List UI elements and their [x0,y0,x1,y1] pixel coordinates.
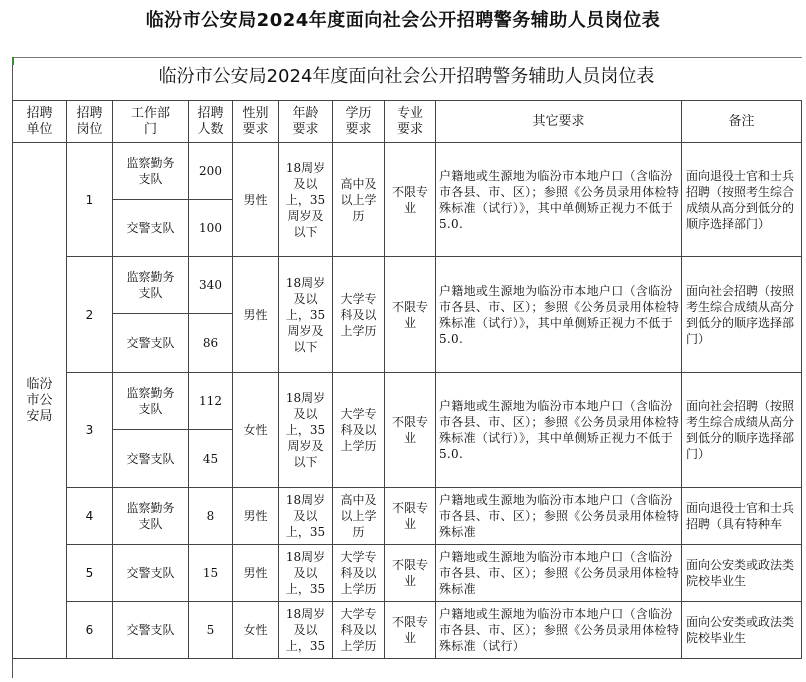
table-row [13,602,802,659]
header-dept: 工作部门 [113,101,189,143]
gender-cell: 女性 [233,602,279,659]
other-req-cell: 户籍地或生源地为临汾市本地户口（含临汾市各县、市、区）；参照《公务员录用体检特殊标准（试行）》，其中单侧矫正视力不低于5.0. [436,257,682,373]
major-cell: 不限专业 [385,257,436,373]
notes-cell: 面向公安类或政法类院校毕业生 [682,545,802,602]
header-other: 其它要求 [436,101,682,143]
count-cell: 340 [189,257,233,314]
edu-cell: 大学专科及以上学历 [333,257,385,373]
post-number: 2 [67,257,113,373]
age-cell: 18周岁及以上，35周岁及以下 [279,373,333,488]
header-gender: 性别要求 [233,101,279,143]
other-req-cell: 户籍地或生源地为临汾市本地户口（含临汾市各县、市、区）；参照《公务员录用体检特殊标准（试行）》，其中单侧矫正视力不低于5.0. [436,143,682,257]
notes-cell: 面向公安类或政法类院校毕业生 [682,602,802,659]
age-cell: 18周岁及以上，35 [279,545,333,602]
gender-cell: 男性 [233,545,279,602]
dept-cell: 监察勤务支队 [113,373,189,430]
count-cell: 5 [189,602,233,659]
notes-cell: 面向社会招聘（按照考生综合成绩从高分到低分的顺序选择部门） [682,257,802,373]
other-req-cell: 户籍地或生源地为临汾市本地户口（含临汾市各县、市、区）；参照《公务员录用体检特殊标准 [436,488,682,545]
dept-cell: 监察勤务支队 [113,257,189,314]
header-row [13,101,802,143]
count-cell: 100 [189,200,233,257]
age-cell: 18周岁及以上，35 [279,602,333,659]
major-cell: 不限专业 [385,602,436,659]
edu-cell: 大学专科及以上学历 [333,602,385,659]
count-cell: 8 [189,488,233,545]
dept-cell: 交警支队 [113,545,189,602]
header-edu: 学历要求 [333,101,385,143]
notes-cell: 面向退役士官和士兵招聘（按照考生综合成绩从高分到低分的顺序选择部门） [682,143,802,257]
table-row [13,545,802,602]
header-count: 招聘人数 [189,101,233,143]
major-cell: 不限专业 [385,373,436,488]
table-row [13,143,802,200]
table-row [13,488,802,545]
edu-cell: 大学专科及以上学历 [333,373,385,488]
page-title: 临汾市公安局2024年度面向社会公开招聘警务辅助人员岗位表 [145,10,661,31]
post-number: 3 [67,373,113,488]
header-age: 年龄要求 [279,101,333,143]
count-cell: 45 [189,430,233,488]
major-cell: 不限专业 [385,143,436,257]
other-req-cell: 户籍地或生源地为临汾市本地户口（含临汾市各县、市、区）；参照《公务员录用体检特殊标准（试行）》，其中单侧矫正视力不低于5.0. [436,373,682,488]
dept-cell: 监察勤务支队 [113,143,189,200]
gender-cell: 男性 [233,257,279,373]
count-cell: 86 [189,314,233,373]
notes-cell: 面向退役士官和士兵招聘（具有特种车 [682,488,802,545]
post-number: 4 [67,488,113,545]
table-caption: 临汾市公安局2024年度面向社会公开招聘警务辅助人员岗位表 [158,66,655,87]
count-cell: 200 [189,143,233,200]
dept-cell: 交警支队 [113,200,189,257]
post-number: 5 [67,545,113,602]
edu-cell: 高中及以上学历 [333,488,385,545]
edu-cell: 大学专科及以上学历 [333,545,385,602]
gender-cell: 男性 [233,143,279,257]
header-post: 招聘岗位 [67,101,113,143]
age-cell: 18周岁及以上，35周岁及以下 [279,257,333,373]
age-cell: 18周岁及以上，35周岁及以下 [279,143,333,257]
dept-cell: 交警支队 [113,314,189,373]
header-major: 专业要求 [385,101,436,143]
count-cell: 15 [189,545,233,602]
edu-cell: 高中及以上学历 [333,143,385,257]
age-cell: 18周岁及以上，35 [279,488,333,545]
gender-cell: 男性 [233,488,279,545]
header-notes: 备注 [682,101,802,143]
gender-cell: 女性 [233,373,279,488]
count-cell: 112 [189,373,233,430]
dept-cell: 交警支队 [113,602,189,659]
notes-cell: 面向社会招聘（按照考生综合成绩从高分到低分的顺序选择部门） [682,373,802,488]
post-number: 6 [67,602,113,659]
major-cell: 不限专业 [385,545,436,602]
table-row [13,257,802,314]
post-number: 1 [67,143,113,257]
table-row [13,373,802,430]
dept-cell: 监察勤务支队 [113,488,189,545]
other-req-cell: 户籍地或生源地为临汾市本地户口（含临汾市各县、市、区）；参照《公务员录用体检特殊标准 [436,545,682,602]
dept-cell: 交警支队 [113,430,189,488]
header-unit: 招聘单位 [13,101,67,143]
unit-cell: 临汾市公安局 [13,143,67,659]
recruitment-table [12,100,802,659]
other-req-cell: 户籍地或生源地为临汾市本地户口（含临汾市各县、市、区）；参照《公务员录用体检特殊标准（试行） [436,602,682,659]
major-cell: 不限专业 [385,488,436,545]
